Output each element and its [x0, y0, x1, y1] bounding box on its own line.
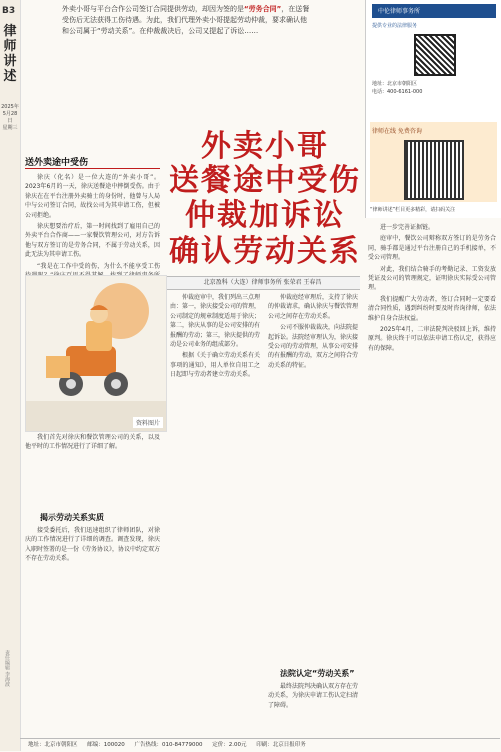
kicker-rule — [25, 168, 160, 169]
ad-caption: “律师讲述”栏目更多精彩，请扫码关注 — [370, 207, 456, 213]
page-footer — [20, 738, 500, 752]
footer-price: 定价：2.00元 — [212, 742, 247, 748]
paragraph: 最终法院判决确认双方存在劳动关系，为徐庆申请工伤认定扫清了障碍。 — [268, 683, 359, 709]
column-3 — [268, 293, 358, 663]
byline: 北京盈科（大连）律师事务所 张荣君 王春昌 — [165, 276, 360, 290]
article-title — [165, 130, 365, 270]
lead-paragraph — [62, 4, 312, 37]
column-1 — [25, 173, 160, 273]
firm-address: 地址：北京市朝阳区 — [372, 81, 418, 87]
page-number: B3 — [2, 6, 16, 16]
delivery-illustration — [25, 275, 167, 432]
footer-ad-hotline: 广告热线：010-84779000 — [134, 742, 203, 748]
paragraph: 我们首先对徐庆和餐饮管理公司的关系，以及他平时的工作情况进行了详细了解。 — [25, 434, 160, 451]
firm-contact — [372, 80, 496, 96]
column-qr-ad — [365, 118, 501, 218]
column-2 — [170, 293, 260, 733]
footer-postcode: 邮编：100020 — [87, 742, 125, 748]
subhead-labor-relation: 揭示劳动关系实质 — [40, 513, 104, 522]
kicker-title: 送外卖途中受伤 — [25, 158, 89, 168]
title-line-2: 送餐途中受伤 — [169, 163, 361, 198]
firm-slogan: 提供专业的法律服务 — [372, 23, 418, 29]
paragraph: “我是在工作中受的伤，为什么不能享受工伤 — [37, 262, 160, 270]
scooter-rider-icon — [26, 276, 166, 431]
paragraph: 徐庆想要治疗后，第一时间找到了雇用自己的外卖平台合作商——一家餐饮管理公司，对方告诉他与双方签订的是劳务合同，不属于劳动关系，因此无法为其申请工伤。 — [25, 223, 160, 259]
paragraph: 根据《关于确立劳动关系有关事项的通知》，用人单位自用工之日起即与劳动者建立劳动关系。 — [170, 352, 261, 379]
column-1-body — [25, 526, 160, 734]
law-firm-ad — [365, 0, 501, 118]
firm-phone: 电话：400-6161-000 — [372, 89, 423, 95]
column-1-lower — [25, 433, 160, 508]
title-line-3: 仲裁加诉讼 — [185, 198, 345, 233]
qr-code-icon — [404, 140, 464, 200]
date-day: 5月28日 — [2, 111, 18, 124]
paragraph: 2025年4月，二审法院判决驳回上诉，维持原判。徐庆终于可以依法申请工伤认定，获得应有的保障。 — [368, 326, 496, 352]
column-4 — [368, 223, 496, 735]
date-weekday: 星期三 — [2, 125, 18, 131]
paragraph: 庭审中，餐饮公司辩称双方签订的是劳务合同，骑手都是通过平台注册自己的手机接单，不受公司管理。 — [368, 235, 496, 262]
ad-banner-text: 律师在线 免费咨询 — [372, 128, 422, 135]
illustration-caption: 资料图片 — [133, 417, 163, 428]
paragraph: 公司不服仲裁裁决，向法院提起诉讼。法院经审理认为，徐庆接受公司的劳动管理，从事公司安排的有报酬的劳动，双方之间符合劳动关系的特征。 — [268, 324, 359, 369]
lead-text-after: ，在送餐受伤后无法获得工伤待遇。为此，我们代理外卖小哥提起劳动仲裁，要求确认他和公司属于“劳动关系”。在仲裁裁决后，公司又提起了诉讼…… — [62, 5, 310, 35]
column-3-lower — [268, 682, 358, 734]
firm-name: 中伦律师事务所 — [378, 8, 421, 15]
subhead-court-ruling: 法院认定“劳动关系” — [280, 669, 355, 678]
title-line-4: 确认劳动关系 — [169, 234, 361, 269]
paragraph: 我们提醒广大劳动者，签订合同时一定要看清合同性质，遇到纠纷时要及时咨询律师，依法维护自身合法权益。 — [368, 295, 496, 322]
lead-text-before: 外卖小哥与平台合作公司签订合同提供劳动，却因为签的是 — [62, 5, 244, 13]
editor-credit: 责任编辑 李海波 — [4, 650, 10, 687]
date-year: 2025年 — [1, 104, 19, 110]
section-title: 律师讲述 — [3, 24, 17, 84]
lead-highlight: “劳务合同” — [244, 5, 282, 13]
paragraph: 徐庆（化名）是一位大连的“外卖小哥”。2023年6月的一天，徐庆送餐途中摔倒受伤。由于徐庆在在平台注册外卖骑士的身份时，他曾与人局中与公司签订合同，故找公司为其申请工伤，但被公司拒绝。 — [25, 174, 160, 219]
issue-date — [1, 104, 19, 132]
paragraph: 仲裁庭审中，我们列出三点理由：第一，徐庆接受公司的管理，公司制定的规章制度适用于徐庆；第二，徐庆从事的是公司安排的有报酬的劳动；第三，徐庆提供的劳动是公司业务的组成部分。 — [170, 294, 261, 349]
paragraph: 接受委托后，我们迅速组织了律师团队，对徐庆的工作情况进行了详细的调查。调查发现，徐庆入职时签署的是一份《劳务协议》，协议中约定双方不存在劳动关系。 — [25, 527, 161, 563]
paragraph: 进一步完善证据链。 — [380, 224, 435, 231]
qr-code-icon — [414, 34, 456, 76]
paragraph: 仲裁庭经审理后，支持了徐庆的仲裁请求，确认徐庆与餐饮管理公司之间存在劳动关系。 — [268, 294, 359, 320]
footer-address: 地址：北京市朝阳区 — [28, 742, 78, 748]
footer-printer: 印刷：北京日报印务 — [256, 742, 306, 748]
paragraph: 对此，我们结合骑手的考勤记录、工资发放凭证及公司的管理规定，证明徐庆实际受公司管理。 — [368, 265, 496, 292]
title-line-1: 外卖小哥 — [201, 129, 329, 164]
